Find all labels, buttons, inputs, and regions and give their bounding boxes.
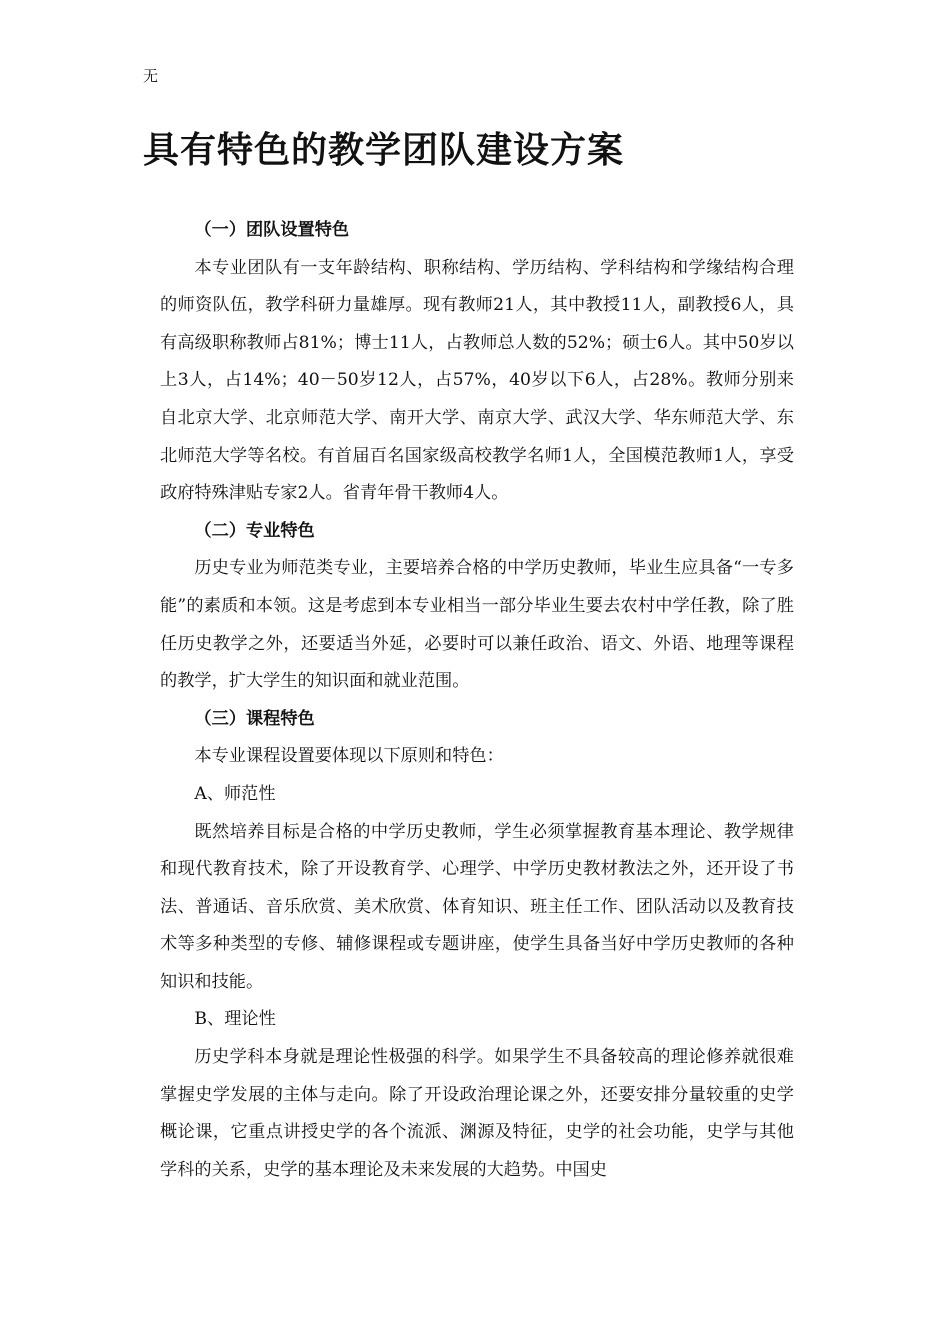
section-heading-team: （一）团队设置特色 — [194, 220, 350, 240]
section-heading-major: （二）专业特色 — [194, 520, 315, 541]
paragraph-major: 历史专业为师范类专业，主要培养合格的中学历史教师，毕业生应具备“一专多能”的素质和本领。这是考虑到本专业相当一部分毕业生要去农村中学任教，除了胜任历史教学之外，还要适当外延，必要时可以兼任政治、语文、外语、地理等课程的教学，扩大学生的知识面和就业范围。 — [160, 558, 794, 692]
paragraph-course-intro: 本专业课程设置要体现以下原则和特色： — [194, 746, 504, 767]
header-mark: 无 — [143, 67, 159, 85]
item-label-theory: B、理论性 — [194, 1009, 276, 1030]
document-body — [160, 212, 794, 1189]
paragraph-normal: 既然培养目标是合格的中学历史教师，学生必须掌握教育基本理论、教学规律和现代教育技术，除了开设教育学、心理学、中学历史教材教法之外，还开设了书法、普通话、音乐欣赏、美术欣赏、体育知识、班主任工作、团队活动以及教育技术等多种类型的专修、辅修课程或专题讲座，使学生具备当好中学历史教师的各种知识和技能。 — [160, 821, 794, 992]
document-title: 具有特色的教学团队建设方案 — [143, 130, 625, 171]
item-label-normal: A、师范性 — [194, 783, 276, 804]
paragraph-theory: 历史学科本身就是理论性极强的科学。如果学生不具备较高的理论修养就很难掌握史学发展的主体与走向。除了开设政治理论课之外，还要安排分量较重的史学概论课，它重点讲授史学的各个流派、渊源及特征，史学的社会功能，史学与其他学科的关系，史学的基本理论及未来发展的大趋势。中国史 — [160, 1047, 794, 1180]
paragraph-team: 本专业团队有一支年龄结构、职称结构、学历结构、学科结构和学缘结构合理的师资队伍，教学科研力量雄厚。现有教师21人，其中教授11人，副教授6人，具有高级职称教师占81%；博士11人，占教师总人数的52%；硕士6人。其中50岁以上3人，占14%；40－50岁12人，占57%，40岁以下6人，占28%。教师分别来自北京大学、北京师范大学、南开大学、南京大学、武汉大学、华东师范大学、东北师范大学等名校。有首届百名国家级高校教学名师1人，全国模范教师1人，享受政府特殊津贴专家2人。省青年骨干教师4人。 — [160, 257, 794, 504]
section-heading-course: （三）课程特色 — [194, 708, 315, 729]
